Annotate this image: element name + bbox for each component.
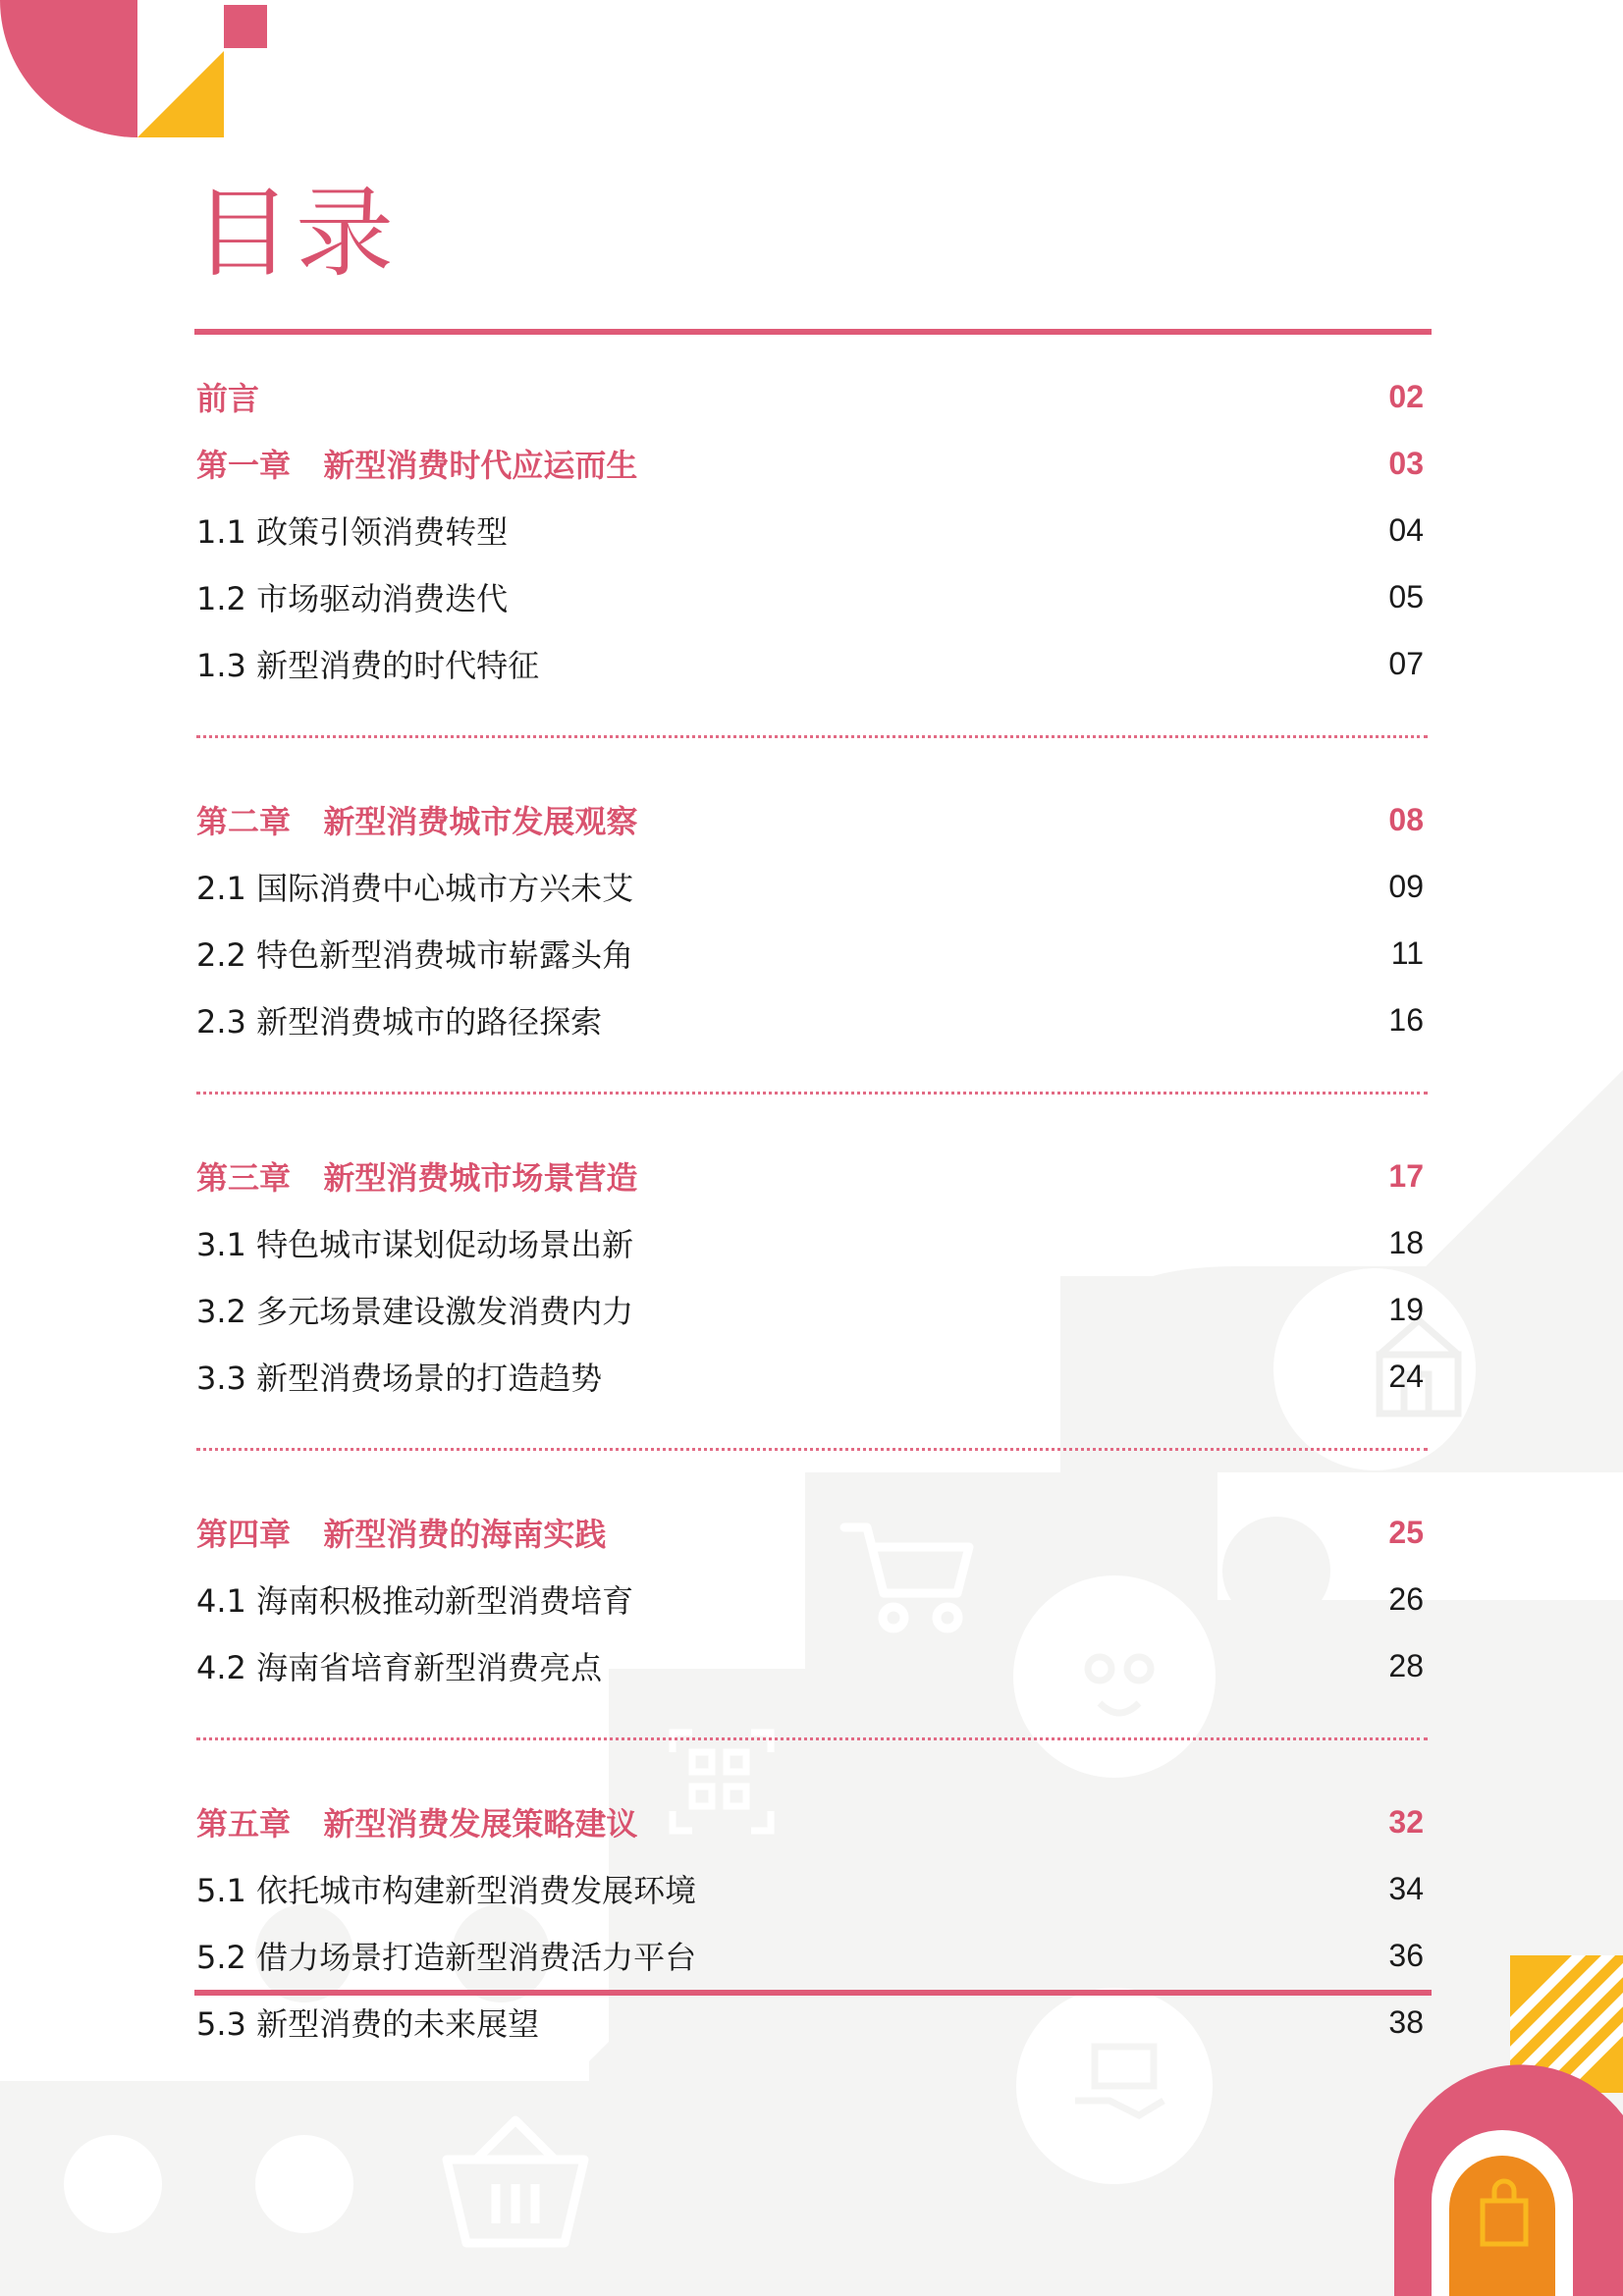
toc-section-5-1[interactable] [196,1855,1428,1922]
toc-section-2-3[interactable] [196,987,1428,1053]
title-rule [194,329,1432,335]
page-title: 目录 [193,176,398,291]
toc-label: 4.2 海南省培育新型消费亮点 [196,1649,603,1686]
toc-label: 2.3 新型消费城市的路径探索 [196,1003,603,1041]
basket-icon [437,2115,594,2253]
toc-label: 第五章 新型消费发展策略建议 [196,1805,638,1842]
toc-label: 5.1 依托城市构建新型消费发展环境 [196,1872,697,1909]
toc-section-3-1[interactable] [196,1209,1428,1276]
toc-page-number: 26 [1388,1580,1424,1617]
toc-page-number: 36 [1388,1937,1424,1973]
toc-label: 5.2 借力场景打造新型消费活力平台 [196,1939,697,1976]
toc-section-2-2[interactable] [196,920,1428,987]
toc-page-number: 03 [1388,445,1424,481]
toc-label: 3.1 特色城市谋划促动场景出新 [196,1226,634,1263]
toc-section-1-1[interactable] [196,497,1428,563]
toc-label: 3.2 多元场景建设激发消费内力 [196,1293,634,1330]
toc-page-number: 17 [1388,1157,1424,1194]
toc-chapter-5[interactable] [196,1789,1428,1855]
toc-chapter-3[interactable] [196,1143,1428,1209]
toc-preface[interactable] [196,363,1428,430]
toc-chapter-4[interactable] [196,1499,1428,1566]
toc-label: 3.3 新型消费场景的打造趋势 [196,1360,603,1397]
table-of-contents [196,363,1428,2056]
toc-chapter-1[interactable] [196,430,1428,497]
toc-label: 5.3 新型消费的未来展望 [196,2005,540,2043]
toc-section-4-2[interactable] [196,1632,1428,1699]
toc-page-number: 38 [1388,2003,1424,2040]
toc-section-1-3[interactable] [196,630,1428,697]
toc-label: 1.1 政策引领消费转型 [196,513,509,551]
toc-page-number: 08 [1388,801,1424,837]
toc-label: 4.1 海南积极推动新型消费培育 [196,1582,634,1620]
toc-label: 2.1 国际消费中心城市方兴未艾 [196,870,634,907]
chapter-divider [196,735,1428,738]
bottom-rule [194,1990,1432,1996]
toc-label: 第二章 新型消费城市发展观察 [196,803,638,840]
toc-page-number: 24 [1388,1358,1424,1394]
toc-page-number: 07 [1388,645,1424,681]
toc-section-3-3[interactable] [196,1343,1428,1410]
toc-page-number: 09 [1388,868,1424,904]
toc-page-number: 25 [1388,1514,1424,1550]
toc-page-number: 11 [1390,934,1424,971]
toc-label: 第四章 新型消费的海南实践 [196,1516,607,1553]
toc-label: 第三章 新型消费城市场景营造 [196,1159,638,1197]
toc-label: 前言 [196,380,260,417]
toc-page-number: 18 [1388,1224,1424,1260]
toc-section-5-2[interactable] [196,1922,1428,1989]
toc-label: 第一章 新型消费时代应运而生 [196,447,638,484]
toc-page-number: 34 [1388,1870,1424,1906]
toc-page-number: 32 [1388,1803,1424,1840]
toc-label: 2.2 特色新型消费城市崭露头角 [196,936,634,974]
toc-page-number: 19 [1388,1291,1424,1327]
toc-section-2-1[interactable] [196,853,1428,920]
toc-section-3-2[interactable] [196,1276,1428,1343]
toc-page-number: 16 [1388,1001,1424,1038]
chapter-divider [196,1737,1428,1740]
toc-section-4-1[interactable] [196,1566,1428,1632]
toc-page-number: 28 [1388,1647,1424,1683]
toc-label: 1.3 新型消费的时代特征 [196,647,540,684]
corner-decoration-top-left [0,0,275,147]
toc-page-number: 04 [1388,511,1424,548]
toc-section-5-3[interactable] [196,1989,1428,2056]
toc-label: 1.2 市场驱动消费迭代 [196,580,509,617]
toc-page-number: 05 [1388,578,1424,614]
toc-chapter-2[interactable] [196,786,1428,853]
toc-page-number: 02 [1388,378,1424,414]
toc-section-1-2[interactable] [196,563,1428,630]
chapter-divider [196,1448,1428,1451]
chapter-divider [196,1092,1428,1095]
